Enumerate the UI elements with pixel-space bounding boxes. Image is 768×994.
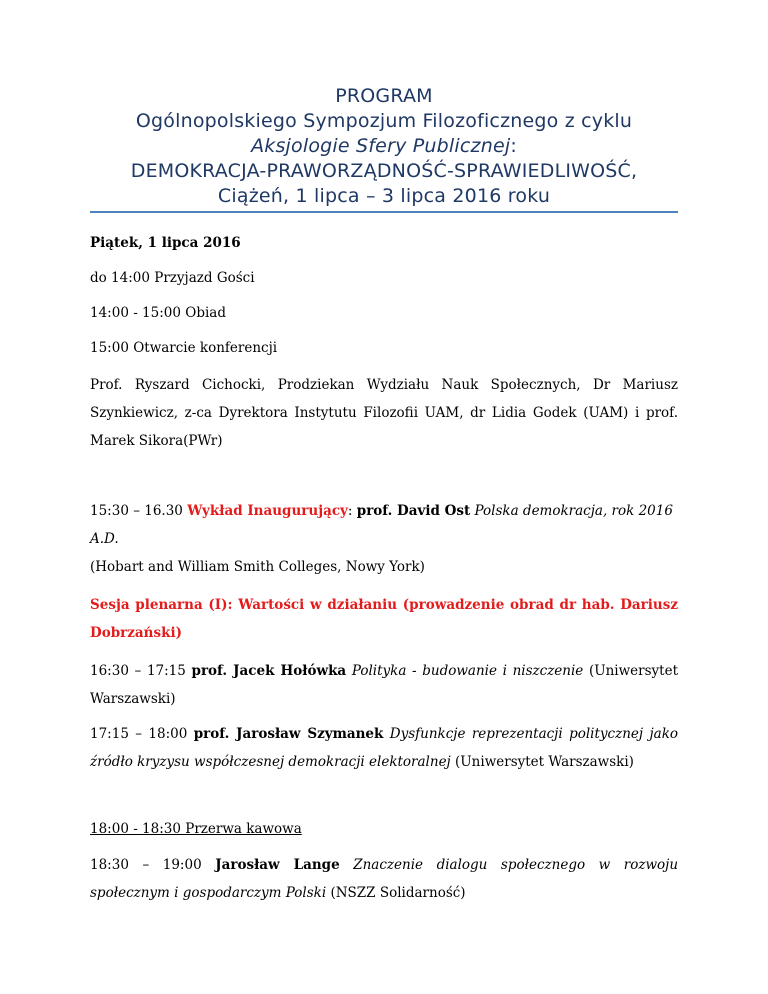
item-lunch: 14:00 - 15:00 Obiad <box>90 305 226 321</box>
title-symposium: Ogólnopolskiego Sympozjum Filozoficznego z cyklu <box>135 110 633 132</box>
talk3-affiliation: (NSZZ Solidarność) <box>326 885 466 901</box>
item-arrival: do 14:00 Przyjazd Gości <box>90 270 255 286</box>
talk1-title: Polityka - budowanie i niszczenie <box>346 663 584 679</box>
title-divider <box>90 211 678 213</box>
inaugural-label: Wykład Inaugurujący <box>187 503 348 519</box>
item-opening-people: Prof. Ryszard Cichocki, Prodziekan Wydziału Nauk Społecznych, Dr Mariusz Szynkiewicz, z-ca Dyrektora Instytutu Filozofii UAM, dr Lidia Godek (UAM) i prof. Marek Sikora(PWr) <box>90 377 678 449</box>
session-heading: Sesja plenarna (I): Wartości w działaniu (prowadzenie obrad dr hab. Dariusz Dobrzański) <box>90 597 678 641</box>
item-opening: 15:00 Otwarcie konferencji <box>90 340 278 356</box>
title-cycle-name: Aksjologie Sfery Publicznej <box>251 135 511 157</box>
inaugural-speaker: prof. David Ost <box>356 503 471 519</box>
title-cycle <box>90 134 678 159</box>
item-inaugural-lecture <box>90 497 678 581</box>
talk3-time: 18:30 – 19:00 <box>90 857 216 873</box>
talk2-time: 17:15 – 18:00 <box>90 726 194 742</box>
inaugural-time: 15:30 – 16.30 <box>90 503 188 519</box>
title-place-date: Ciążeń, 1 lipca – 3 lipca 2016 roku <box>217 185 551 207</box>
talk2-affiliation: (Uniwersytet Warszawski) <box>450 754 634 770</box>
talk2-speaker: prof. Jarosław Szymanek <box>193 726 384 742</box>
inaugural-affiliation: (Hobart and William Smith Colleges, Nowy York) <box>90 559 425 575</box>
inaugural-colon: : <box>347 503 357 519</box>
item-talk-holowka <box>90 657 678 713</box>
title-program: PROGRAM <box>335 85 433 107</box>
talk3-title: Znaczenie dialogu społecznego w rozwoju społecznym i gospodarczym Polski <box>90 857 679 901</box>
title-cycle-colon: : <box>510 135 517 157</box>
talk1-time: 16:30 – 17:15 <box>90 663 192 679</box>
talk3-speaker: Jarosław Lange <box>215 857 340 873</box>
title-theme: DEMOKRACJA-PRAWORZĄDNOŚĆ-SPRAWIEDLIWOŚĆ, <box>130 160 638 182</box>
talk1-speaker: prof. Jacek Hołówka <box>191 663 347 679</box>
program-title <box>90 84 678 209</box>
day-heading: Piątek, 1 lipca 2016 <box>90 235 241 251</box>
item-coffee-break: 18:00 - 18:30 Przerwa kawowa <box>90 821 302 837</box>
talk1-affiliation: (Uniwersytet Warszawski) <box>90 663 678 707</box>
item-talk-szymanek <box>90 720 678 776</box>
item-talk-lange <box>90 851 678 907</box>
inaugural-title: Polska demokracja, rok 2016 A.D. <box>90 503 673 547</box>
talk2-title: Dysfunkcje reprezentacji politycznej jako źródło kryzysu współczesnej demokracji elektoralnej <box>90 726 679 770</box>
